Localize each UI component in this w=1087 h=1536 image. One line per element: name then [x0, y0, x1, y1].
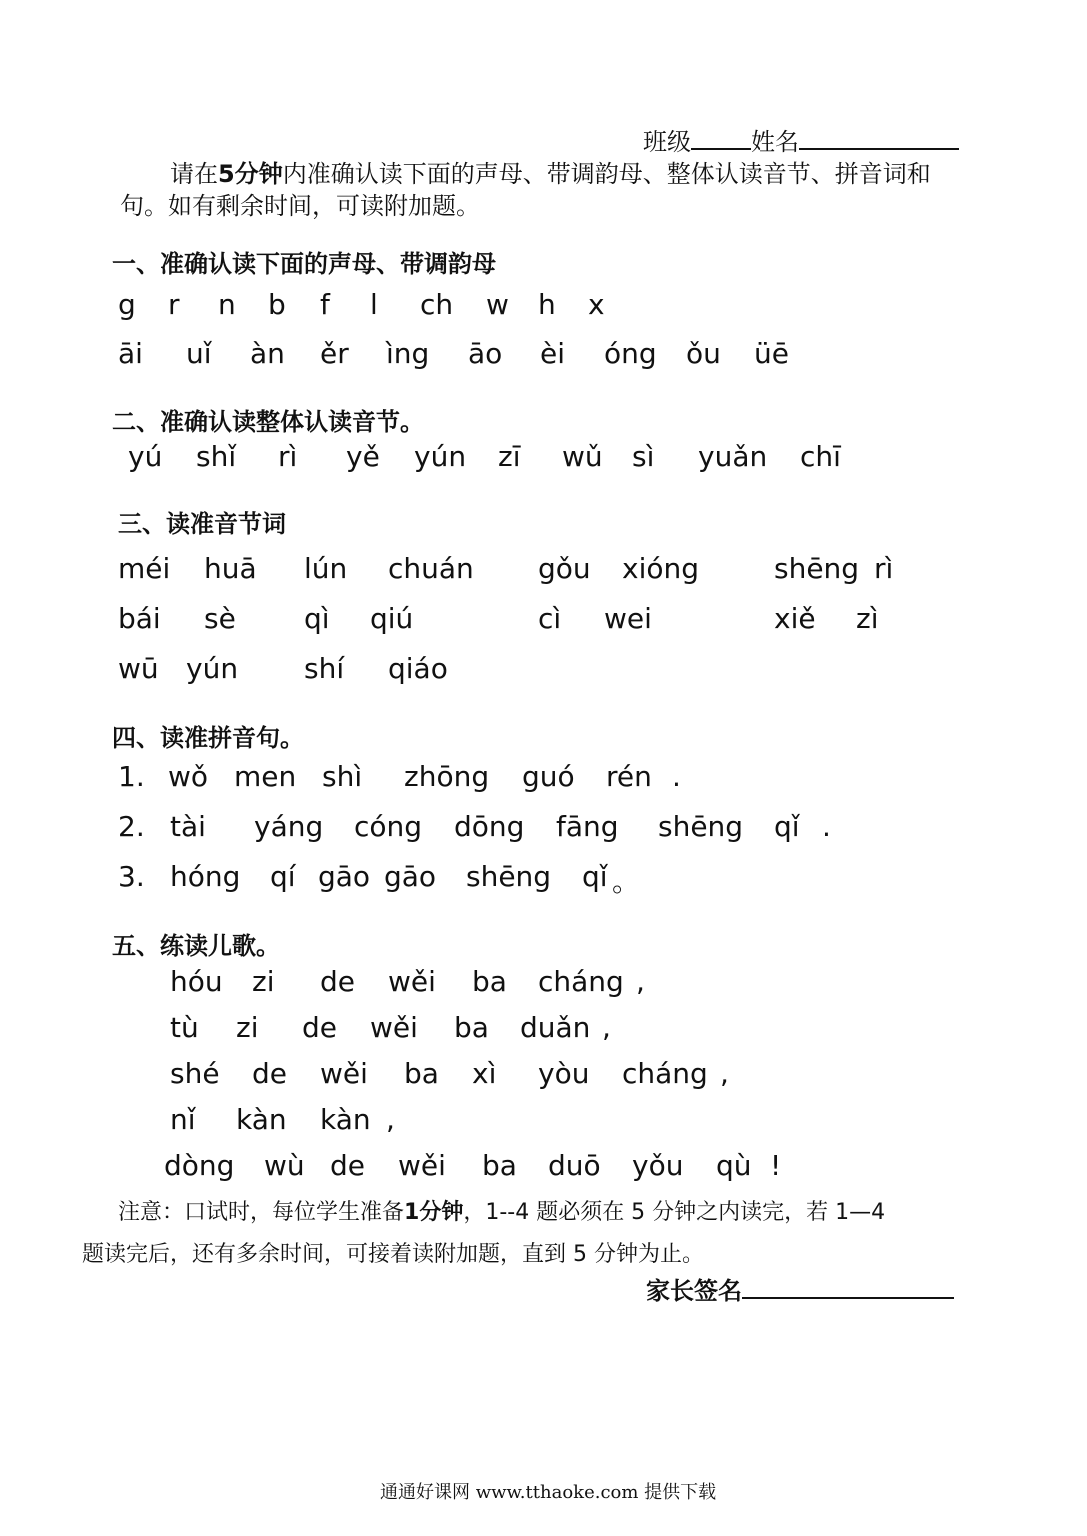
pinyin-item: rì [874, 552, 894, 585]
pinyin-item: huā [204, 552, 257, 585]
section1-title: 一、准确认读下面的声母、带调韵母 [112, 250, 496, 278]
pinyin-item: men [234, 760, 297, 793]
pinyin-item: uǐ [186, 337, 212, 370]
pinyin-item: qiú [370, 602, 414, 635]
pinyin-item: rén [606, 760, 652, 793]
pinyin-item: kàn [320, 1103, 371, 1136]
song-line-4 [0, 1103, 1087, 1143]
section4-title: 四、读准拼音句。 [112, 724, 304, 752]
pinyin-item: de [330, 1149, 365, 1182]
pinyin-item: l [370, 288, 378, 321]
pinyin-item: wěi [388, 965, 436, 998]
pinyin-item: shǐ [196, 440, 237, 473]
footer-source: 通通好课网 www.tthaoke.com 提供下载 [380, 1482, 717, 1503]
class-blank[interactable] [691, 148, 751, 150]
section3-title: 三、读准音节词 [118, 510, 286, 538]
song-line-2 [0, 1011, 1087, 1051]
intro-line-1: 请在5分钟内准确认读下面的声母、带调韵母、整体认读音节、拼音词和 [170, 160, 931, 188]
pinyin-item: gāo [318, 860, 371, 893]
pinyin-item: yǒu [632, 1149, 684, 1182]
pinyin-item: zi [236, 1011, 259, 1044]
pinyin-item: shí [304, 652, 345, 685]
intro-line-2: 句。如有剩余时间，可读附加题。 [120, 192, 480, 220]
pinyin-item: sè [204, 602, 236, 635]
pinyin-item: zi [252, 965, 275, 998]
pinyin-item: cháng [538, 965, 624, 998]
pinyin-item: wei [604, 602, 652, 635]
pinyin-item: yún [186, 652, 239, 685]
pinyin-item: n [218, 288, 236, 321]
pinyin-item: de [302, 1011, 337, 1044]
pinyin-item: qí [270, 860, 296, 893]
parent-signature [646, 1271, 954, 1306]
class-label: 班级 [643, 128, 691, 156]
pinyin-item: wū [118, 652, 159, 685]
pinyin-item: gāo [384, 860, 437, 893]
pinyin-item: cháng [622, 1057, 708, 1090]
section5-title: 五、练读儿歌。 [112, 932, 280, 960]
pinyin-item: , [636, 965, 645, 998]
pinyin-item: üē [754, 337, 789, 370]
pinyin-item: xiě [774, 602, 816, 635]
name-label: 姓名 [751, 128, 799, 156]
pinyin-item: nǐ [170, 1103, 196, 1136]
pinyin-item: hóng [170, 860, 241, 893]
pinyin-item: kàn [236, 1103, 287, 1136]
pinyin-item: dòng [164, 1149, 235, 1182]
pinyin-item: g [118, 288, 136, 321]
pinyin-item: yòu [538, 1057, 590, 1090]
pinyin-item: 3. [118, 860, 145, 893]
syllables-row [0, 440, 1087, 480]
pinyin-item: ! [770, 1149, 782, 1182]
pinyin-item: méi [118, 552, 171, 585]
pinyin-item: shēng [466, 860, 552, 893]
pinyin-item: cì [538, 602, 562, 635]
pinyin-item: r [168, 288, 180, 321]
signature-label: 家长签名 [646, 1277, 742, 1305]
pinyin-item: 。 [612, 865, 641, 898]
pinyin-item: sì [632, 440, 655, 473]
pinyin-item: zhōng [404, 760, 490, 793]
pinyin-item: . [822, 810, 831, 843]
pinyin-item: guó [522, 760, 575, 793]
initials-row [0, 288, 1087, 328]
pinyin-item: b [268, 288, 286, 321]
pinyin-item: wěi [398, 1149, 446, 1182]
finals-row [0, 337, 1087, 377]
pinyin-item: gǒu [538, 552, 591, 585]
pinyin-item: , [602, 1011, 611, 1044]
signature-blank[interactable] [742, 1297, 954, 1299]
pinyin-item: ch [420, 288, 454, 321]
song-line-5 [0, 1149, 1087, 1189]
pinyin-item: 1. [118, 760, 145, 793]
pinyin-item: qiáo [388, 652, 448, 685]
pinyin-item: shì [322, 760, 363, 793]
pinyin-item: tù [170, 1011, 199, 1044]
pinyin-item: cóng [354, 810, 423, 843]
pinyin-item: , [720, 1057, 729, 1090]
pinyin-item: qù [716, 1149, 752, 1182]
pinyin-item: āi [118, 337, 143, 370]
pinyin-item: yún [414, 440, 467, 473]
pinyin-item: yuǎn [698, 440, 768, 473]
pinyin-item: lún [304, 552, 348, 585]
pinyin-item: èi [540, 337, 566, 370]
pinyin-item: duō [548, 1149, 601, 1182]
sentence-3 [0, 860, 1087, 900]
pinyin-item: ba [404, 1057, 439, 1090]
pinyin-item: h [538, 288, 556, 321]
pinyin-item: shé [170, 1057, 220, 1090]
pinyin-item: qì [304, 602, 330, 635]
words-row-1 [0, 552, 1087, 592]
pinyin-item: ěr [320, 337, 349, 370]
pinyin-item: ba [454, 1011, 489, 1044]
pinyin-item: àn [250, 337, 285, 370]
section2-title: 二、准确认读整体认读音节。 [112, 408, 424, 436]
pinyin-item: . [672, 760, 681, 793]
pinyin-item: 2. [118, 810, 145, 843]
pinyin-item: wù [264, 1149, 305, 1182]
pinyin-item: wěi [370, 1011, 418, 1044]
pinyin-item: qǐ [774, 810, 800, 843]
pinyin-item: wǔ [562, 440, 603, 473]
pinyin-item: ba [472, 965, 507, 998]
pinyin-item: xióng [622, 552, 699, 585]
pinyin-item: fāng [556, 810, 619, 843]
pinyin-item: duǎn [520, 1011, 591, 1044]
pinyin-item: w [486, 288, 509, 321]
pinyin-item: ba [482, 1149, 517, 1182]
words-row-3 [0, 652, 1087, 692]
pinyin-item: hóu [170, 965, 223, 998]
pinyin-item: dōng [454, 810, 525, 843]
pinyin-item: zì [856, 602, 879, 635]
pinyin-item: chuán [388, 552, 474, 585]
words-row-2 [0, 602, 1087, 642]
pinyin-item: shēng [774, 552, 860, 585]
pinyin-item: wǒ [168, 760, 209, 793]
pinyin-item: xì [472, 1057, 497, 1090]
pinyin-item: f [320, 288, 330, 321]
name-blank[interactable] [799, 148, 959, 150]
pinyin-item: ǒu [686, 337, 721, 370]
pinyin-item: yáng [254, 810, 324, 843]
pinyin-item: , [386, 1103, 395, 1136]
pinyin-item: wěi [320, 1057, 368, 1090]
pinyin-item: de [320, 965, 355, 998]
pinyin-item: x [588, 288, 605, 321]
pinyin-item: óng [604, 337, 657, 370]
pinyin-item: āo [468, 337, 503, 370]
pinyin-item: yě [346, 440, 380, 473]
pinyin-item: ìng [386, 337, 430, 370]
note-line-1: 注意：口试时，每位学生准备1分钟，1--4 题必须在 5 分钟之内读完，若 1—4 [118, 1200, 886, 1225]
pinyin-item: yú [128, 440, 163, 473]
pinyin-item: chī [800, 440, 841, 473]
pinyin-item: rì [278, 440, 298, 473]
pinyin-item: de [252, 1057, 287, 1090]
sentence-2 [0, 810, 1087, 850]
sentence-1 [0, 760, 1087, 800]
song-line-3 [0, 1057, 1087, 1097]
pinyin-item: shēng [658, 810, 744, 843]
pinyin-item: zī [498, 440, 521, 473]
pinyin-item: qǐ [582, 860, 608, 893]
note-line-2: 题读完后，还有多余时间，可接着读附加题，直到 5 分钟为止。 [82, 1242, 704, 1267]
song-line-1 [0, 965, 1087, 1005]
pinyin-item: tài [170, 810, 206, 843]
pinyin-item: bái [118, 602, 161, 635]
class-name-header [643, 122, 959, 157]
